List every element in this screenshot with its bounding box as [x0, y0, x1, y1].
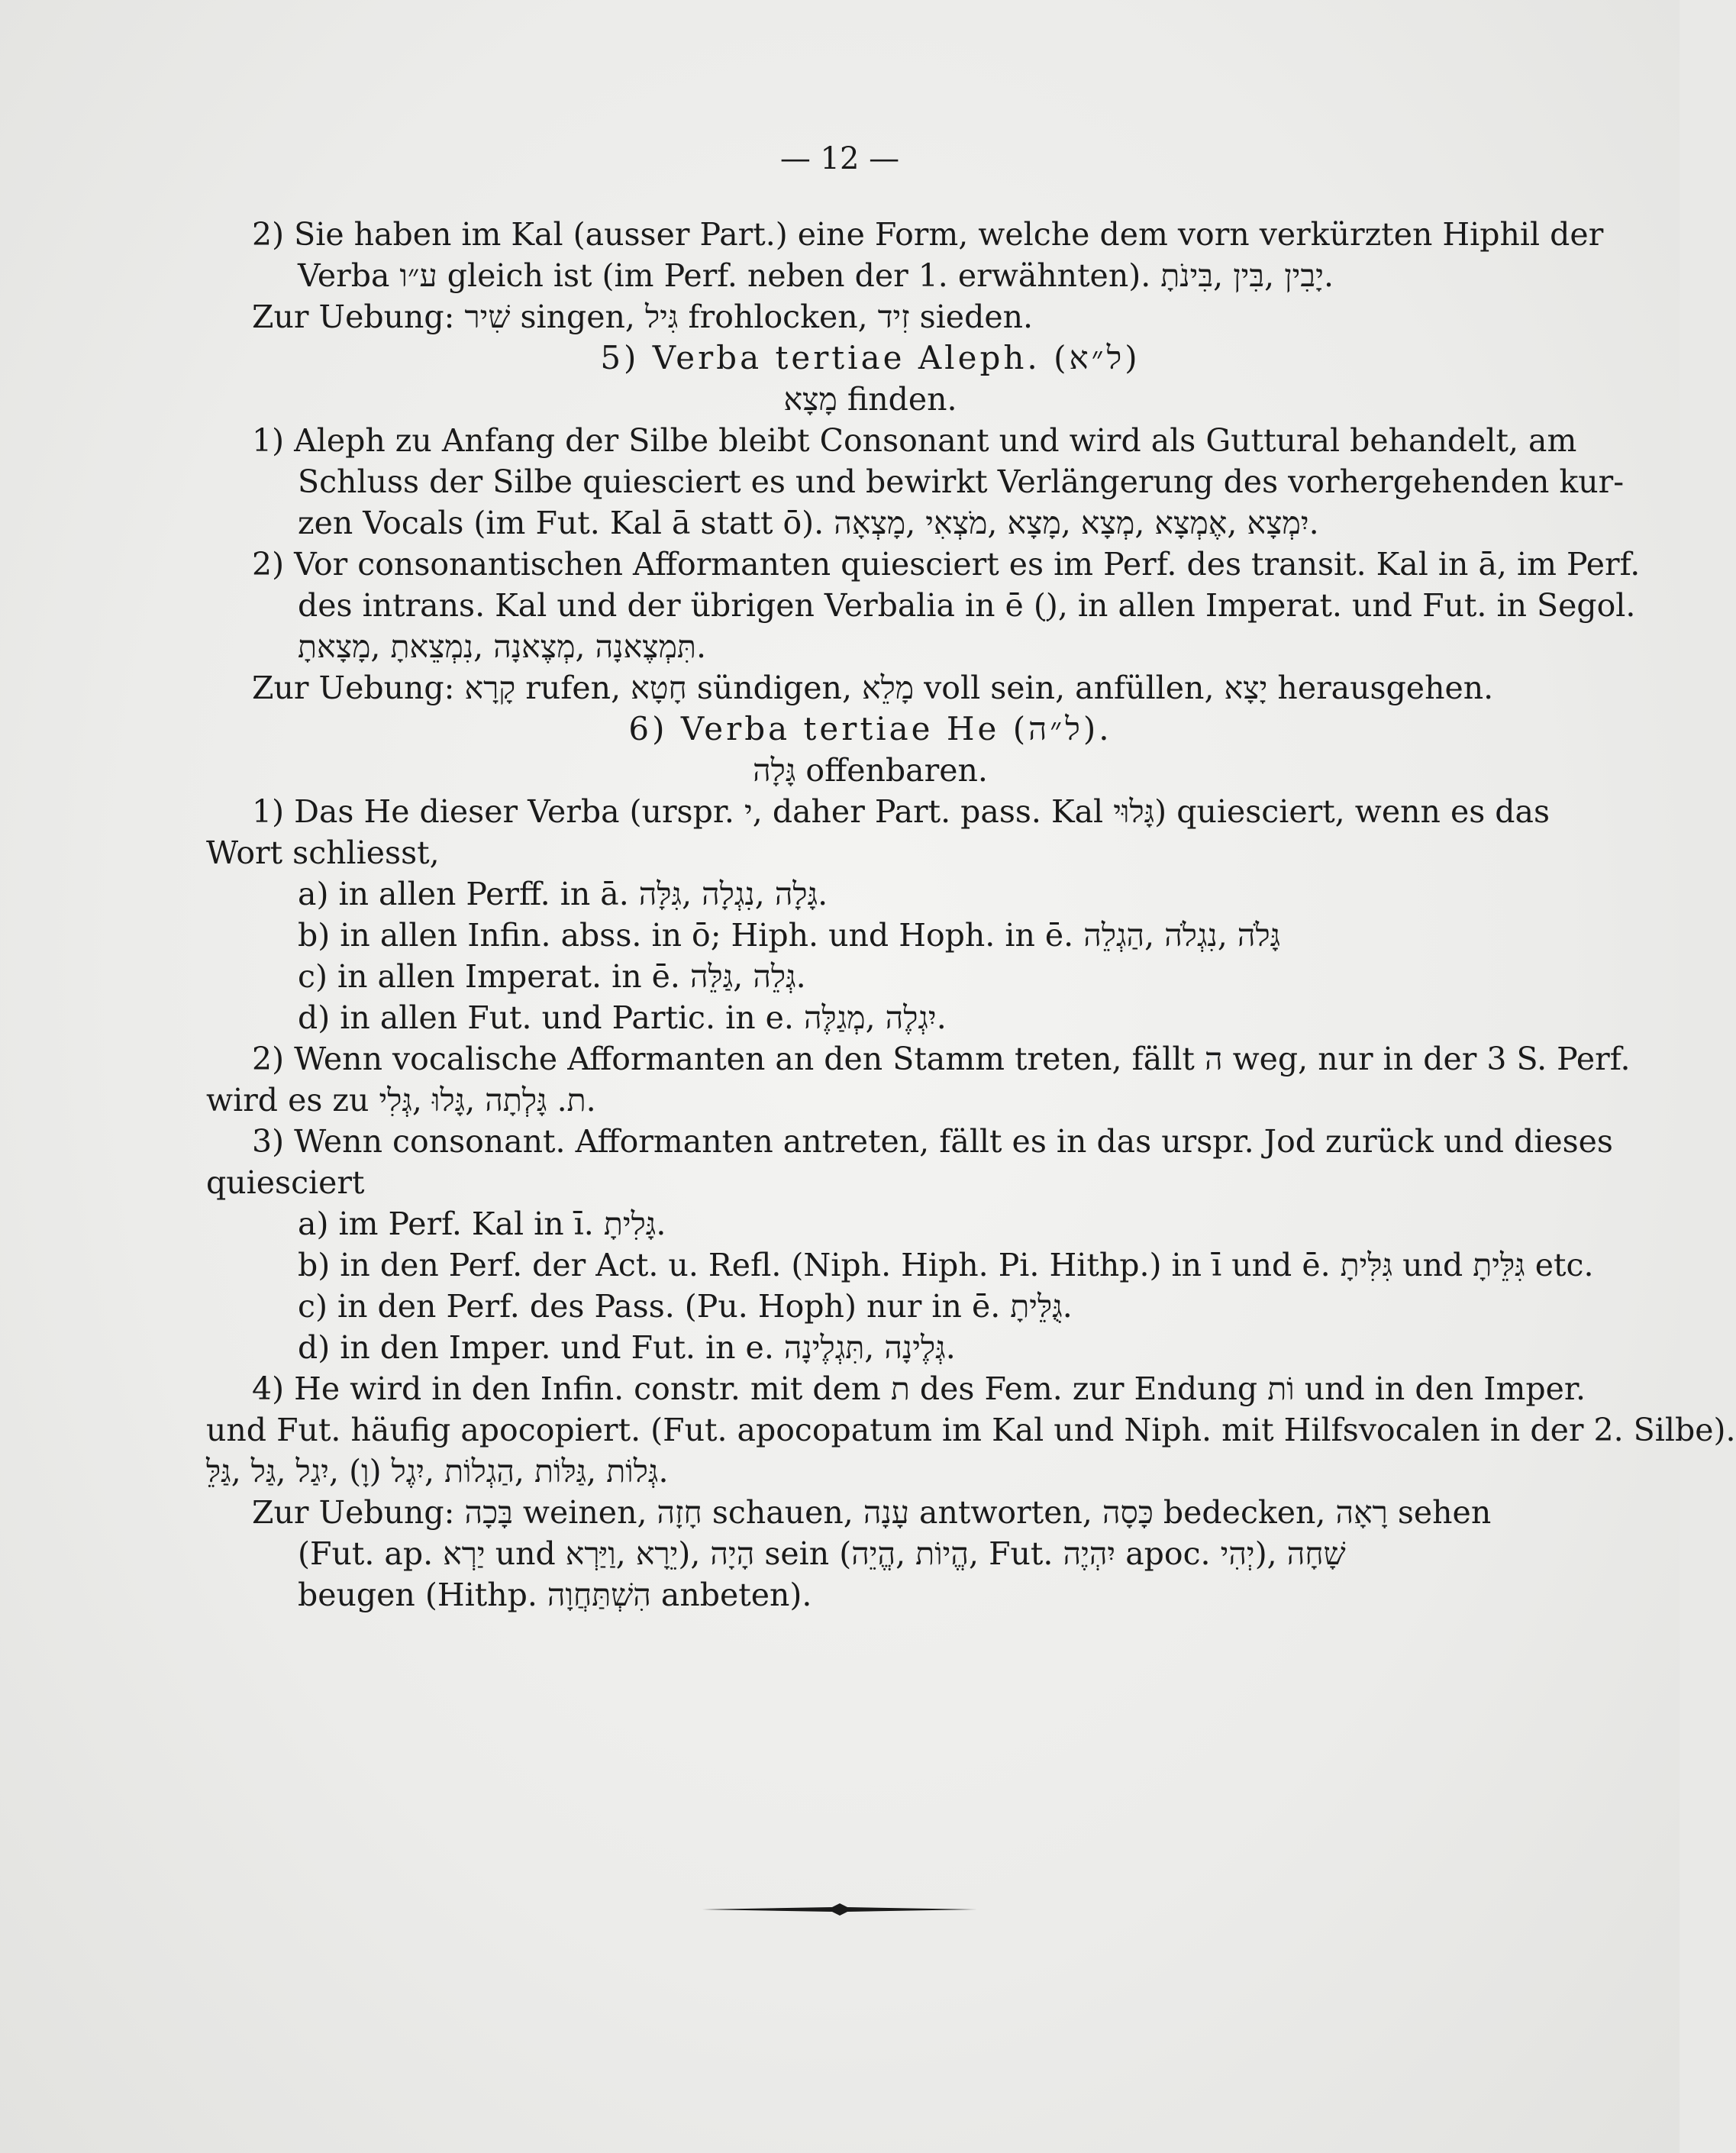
text-line: a) in allen Perff. in ā. גָּלָה ,נִגְלָה ,גִּלָּה. [298, 876, 828, 912]
text-line: des intrans. Kal und der übrigen Verbalia in ē (ֵ), in allen Imperat. und Fut. in Segol. [298, 587, 1636, 624]
text-line: und Fut. häufig apocopiert. (Fut. apocopatum im Kal und Niph. mit Hilfsvocalen in der 2. Silbe). [206, 1412, 1736, 1448]
text-line: 1) Das He dieser Verba (urspr. י, daher Part. pass. Kal גָּלוּי) quiesciert, wenn es das [252, 793, 1550, 830]
text-line: גְּלוֹת ,גַּלּוֹת ,הַגְלוֹת ,יִגֶל (וָ) ,יִגַל ,גַּל ,גַּלֵּ. [206, 1453, 669, 1490]
text-line: quiesciert [206, 1164, 365, 1201]
text-line: מָצָא finden. [783, 381, 957, 418]
text-line: d) in allen Fut. und Partic. in e. יִגְלֶה ,מְגַלֶּה. [298, 999, 947, 1036]
text-line: 6) Verba tertiae He (ל״ה). [628, 710, 1112, 747]
text-line: b) in allen Infin. abss. in ō; Hiph. und Hoph. in ē. גָּלֹה ,נִגְלֹה ,הַגְלֵה [298, 917, 1281, 954]
text-line: beugen (Hithp. הִשְׁתַּחֲוָה anbeten). [298, 1577, 812, 1613]
text-line: גָּלָה offenbaren. [753, 752, 988, 789]
page-body [206, 214, 1736, 1616]
text-line: 2) Vor consonantischen Afformanten quiesciert es im Perf. des transit. Kal in ā, im Perf. [252, 546, 1641, 583]
text-line: a) im Perf. Kal in ī. גָּלִיתָ. [298, 1206, 666, 1242]
text-line: 2) Wenn vocalische Afformanten an den Stamm treten, fällt ה weg, nur in der 3 S. Perf. [252, 1041, 1631, 1077]
text-line: c) in allen Imperat. in ē. גְּלֵה ,גַּלֵּה. [298, 958, 806, 995]
text-line: Zur Uebung: בָּכָה weinen, חָזָה schauen, עָנָה antworten, כָּסָה bedecken, רָאָה sehen [252, 1494, 1492, 1531]
text-line: b) in den Perf. der Act. u. Refl. (Niph. Hiph. Pi. Hithp.) in ī und ē. גִּלִּיתָ und גִּלֵּיתָ etc. [298, 1247, 1594, 1283]
text-line: 5) Verba tertiae Aleph. (ל״א) [600, 339, 1141, 376]
text-line: 2) Sie haben im Kal (ausser Part.) eine Form, welche dem vorn verkürzten Hiphil der [252, 216, 1604, 253]
text-line: Verba ע״ו gleich ist (im Perf. neben der 1. erwähnten). יָבִין ,בִּין ,בִּינֹתָ. [298, 257, 1334, 294]
page-number: — 12 — [779, 141, 900, 176]
text-line: Zur Uebung: קָרָא rufen, חָטָא sündigen, מָלֵא voll sein, anfüllen, יָצָא herausgehen. [252, 670, 1494, 706]
text-line: wird es zu ת. גָּלְתָה ,גָּלוּ ,גְּלִי. [206, 1082, 596, 1118]
end-ornament [702, 1901, 977, 1918]
text-line: Zur Uebung: שִׁיר singen, גִּיל frohlocken, זִיד sieden. [252, 299, 1034, 335]
text-line: d) in den Imper. und Fut. in e. גְּלֶינָה ,תִּגְלֶינָה. [298, 1329, 956, 1366]
text-line: (Fut. ap. יַרְא und יֵרָא ,וַיַּרְא), הָיָה sein (הֱיוֹת ,הֱיֵה, Fut. יִהְיֶה apoc. יְהִי), שָׁחָה [298, 1535, 1346, 1572]
text-line: 1) Aleph zu Anfang der Silbe bleibt Consonant und wird als Guttural behandelt, am [252, 422, 1577, 459]
text-line: 3) Wenn consonant. Afformanten antreten, fällt es in das urspr. Jod zurück und dieses [252, 1123, 1613, 1160]
text-line: Wort schliesst, [206, 834, 440, 871]
text-line: c) in den Perf. des Pass. (Pu. Hoph) nur in ē. גֻּלֵּיתָ. [298, 1288, 1073, 1325]
text-line: תִּמְצֶאנָה ,מְצֶאנָה ,נִמְצֵאתָ ,מָצָאתָ. [298, 628, 706, 665]
text-line: 4) He wird in den Infin. constr. mit dem ת des Fem. zur Endung וֹת und in den Imper. [252, 1370, 1586, 1407]
text-line: Schluss der Silbe quiesciert es und bewirkt Verlängerung des vorhergehenden kur- [298, 463, 1625, 500]
text-line: zen Vocals (im Fut. Kal ā statt ō). יִמְצָא ,אֶמְצָא ,מְצָא ,מָצָא ,מֹצְאִי ,מָצְאָה. [298, 505, 1319, 541]
